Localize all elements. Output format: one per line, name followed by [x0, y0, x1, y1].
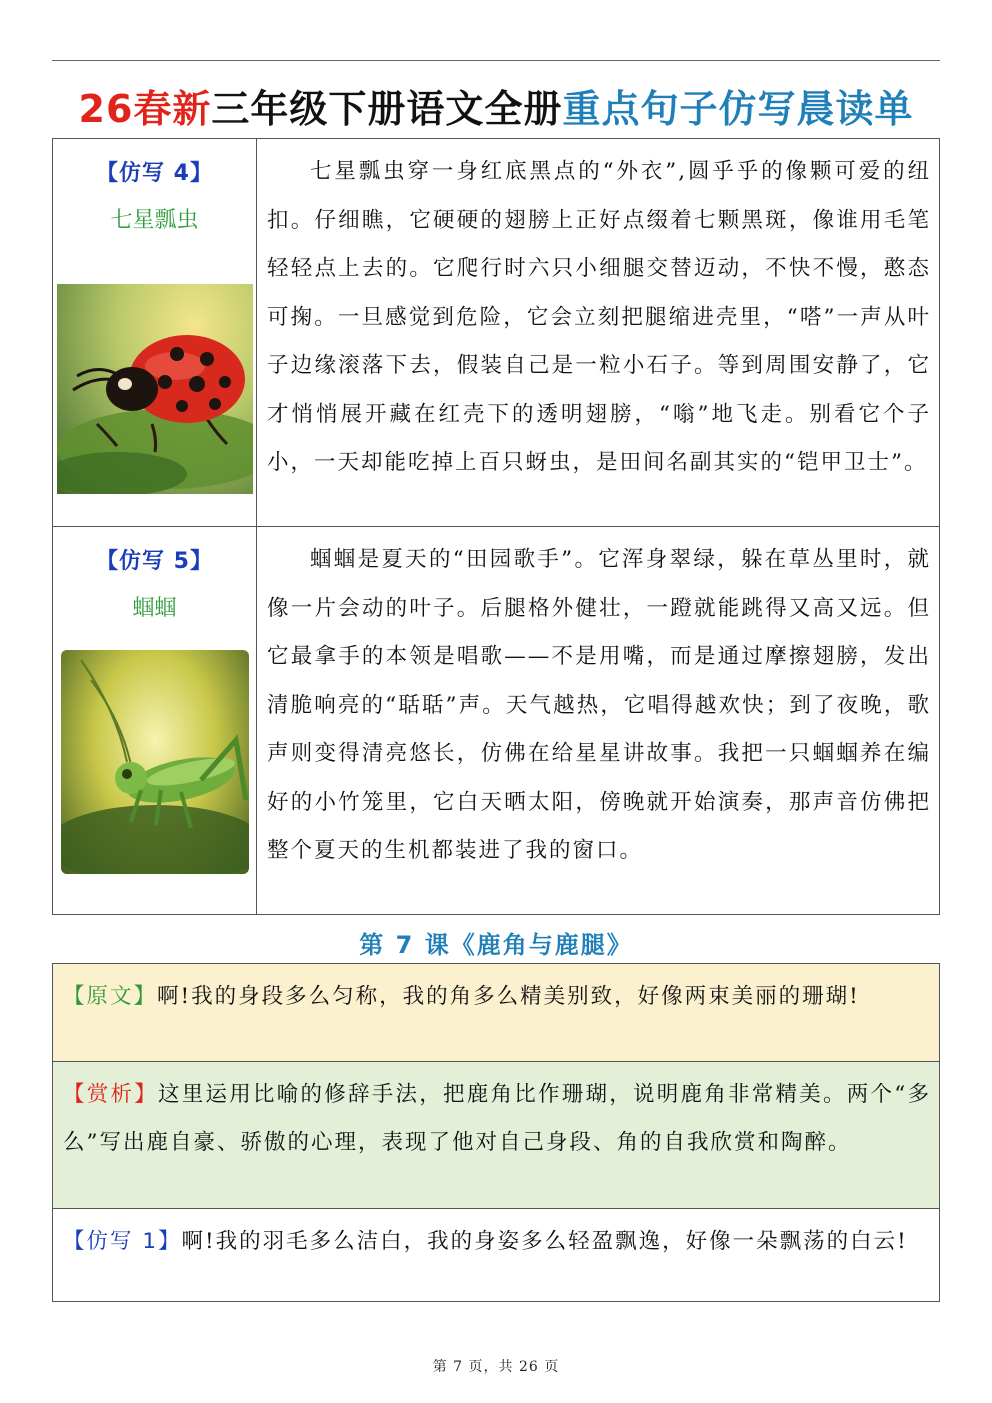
original-paragraph — [63, 973, 931, 1021]
imitation-paragraph: 蝈蝈是夏天的“田园歌手”。它浑身翠绿，躲在草丛里时，就像一片会动的叶子。后腿格外健壮，一蹬就能跳得又高又远。但它最拿手的本领是唱歌——不是用嘴，而是通过摩擦翅膀，发出清脆响亮的“聒聒”声。天气越热，它唱得越欢快；到了夜晚，歌声则变得清亮悠长，仿佛在给星星讲故事。我把一只蝈蝈养在编好的小竹笼里，它白天晒太阳，傍晚就开始演奏，那声音仿佛把整个夏天的生机都装进了我的窗口。 — [267, 547, 931, 863]
page-title — [52, 78, 940, 133]
subject-name: 七星瓢虫 — [110, 208, 199, 233]
subject-name: 蝈蝈 — [132, 596, 177, 621]
imitation-table — [52, 138, 940, 915]
imitation-tag: 【仿写 4】 — [96, 161, 213, 186]
analysis-label: 【赏析】 — [63, 1082, 158, 1107]
row-text-cell — [257, 139, 940, 527]
analysis-text: 这里运用比喻的修辞手法，把鹿角比作珊瑚，说明鹿角非常精美。两个“多么”写出鹿自豪、骄傲的心理，表现了他对自己身段、角的自我欣赏和陶醉。 — [63, 1082, 931, 1155]
page-number: 第 7 页，共 26 页 — [432, 1359, 560, 1375]
title-part-edition: 26春新 — [78, 87, 212, 131]
row-label-cell — [53, 527, 257, 915]
ladybug-illustration-icon — [57, 284, 253, 494]
analysis-paragraph — [63, 1071, 931, 1167]
lesson-title: 第 7 课《鹿角与鹿腿》 — [359, 931, 633, 959]
katydid-illustration-icon — [61, 650, 249, 874]
table-row — [53, 139, 940, 527]
original-text-box — [52, 963, 940, 1062]
row-text-cell — [257, 527, 940, 915]
imitation-box — [52, 1208, 940, 1302]
table-row — [53, 527, 940, 915]
imitation-text: 啊!我的羽毛多么洁白，我的身姿多么轻盈飘逸，好像一朵飘荡的白云! — [181, 1229, 908, 1254]
imitation-paragraph: 七星瓢虫穿一身红底黑点的“外衣”,圆乎乎的像颗可爱的纽扣。仔细瞧，它硬硬的翅膀上正好点缀着七颗黑斑，像谁用毛笔轻轻点上去的。它爬行时六只小细腿交替迈动，不快不慢，憨态可掬。一旦感觉到危险，它会立刻把腿缩进壳里，“嗒”一声从叶子边缘滚落下去，假装自己是一粒小石子。等到周围安静了，它才悄悄展开藏在红壳下的透明翅膀，“嗡”地飞走。别看它个子小，一天却能吃掉上百只蚜虫，是田间名副其实的“铠甲卫士”。 — [267, 159, 931, 475]
imitation-paragraph — [63, 1218, 931, 1266]
imitation-label: 【仿写 1】 — [63, 1229, 182, 1254]
imitation-tag: 【仿写 5】 — [96, 549, 213, 574]
original-label: 【原文】 — [63, 984, 158, 1009]
top-rule — [52, 60, 940, 61]
title-part-grade: 三年级下册语文全册 — [211, 87, 563, 131]
original-text: 啊!我的身段多么匀称，我的角多么精美别致，好像两束美丽的珊瑚! — [157, 984, 860, 1009]
title-part-topic: 重点句子仿写晨读单 — [562, 87, 914, 131]
row-label-cell — [53, 139, 257, 527]
analysis-box — [52, 1061, 940, 1209]
